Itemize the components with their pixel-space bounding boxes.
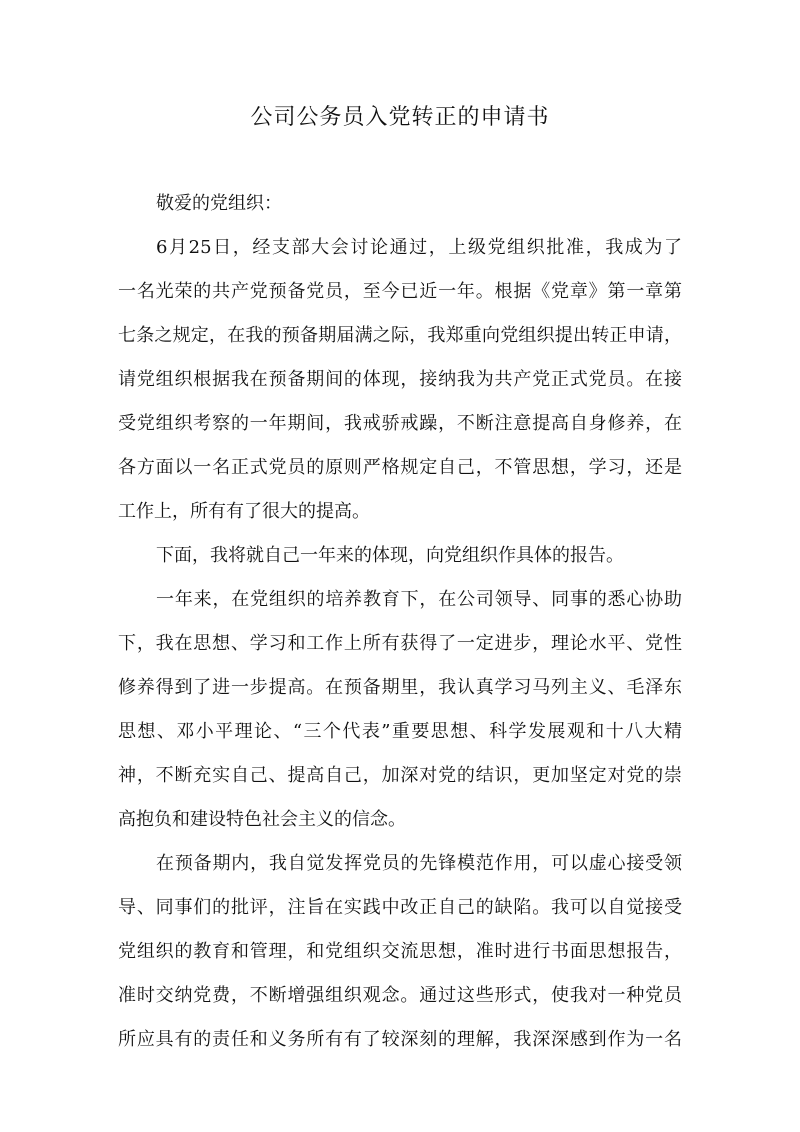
text-line: 请党组织根据我在预备期间的体现，接纳我为共产党正式党员。在接 bbox=[118, 369, 682, 390]
text-line: 导、同事们的批评，注旨在实践中改正自己的缺陷。我可以自觉接受 bbox=[118, 897, 682, 918]
text-line: 修养得到了进一步提高。在预备期里，我认真学习马列主义、毛泽东 bbox=[118, 677, 682, 698]
page-title: 公司公务员入党转正的申请书 bbox=[250, 105, 550, 130]
text-line: 神，不断充实自己、提高自己，加深对党的结识，更加坚定对党的崇 bbox=[118, 765, 682, 786]
text-line: 下，我在思想、学习和工作上所有获得了一定进步，理论水平、党性 bbox=[118, 633, 682, 654]
salutation: 敬爱的党组织： bbox=[156, 193, 282, 214]
text-line: 一年来，在党组织的培养教育下，在公司领导、同事的悉心协助 bbox=[156, 589, 682, 610]
text-line: 6月25日，经支部大会讨论通过，上级党组织批准，我成为了 bbox=[156, 237, 682, 258]
text-line: 下面，我将就自己一年来的体现，向党组织作具体的报告。 bbox=[156, 545, 624, 566]
letter-body bbox=[118, 182, 682, 1062]
text-line: 准时交纳党费，不断增强组织观念。通过这些形式，使我对一种党员 bbox=[118, 985, 682, 1006]
text-line: 所应具有的责任和义务所有有了较深刻的理解，我深深感到作为一名 bbox=[118, 1029, 682, 1050]
text-line: 受党组织考察的一年期间，我戒骄戒躁，不断注意提高自身修养，在 bbox=[118, 413, 682, 434]
text-line: 高抱负和建设特色社会主义的信念。 bbox=[118, 809, 406, 830]
text-line: 七条之规定，在我的预备期届满之际，我郑重向党组织提出转正申请， bbox=[118, 325, 682, 346]
text-line: 在预备期内，我自觉发挥党员的先锋模范作用，可以虚心接受领 bbox=[156, 853, 682, 874]
text-line: 思想、邓小平理论、“三个代表”重要思想、科学发展观和十八大精 bbox=[118, 721, 682, 742]
text-line: 工作上，所有有了很大的提高。 bbox=[118, 501, 370, 522]
text-line: 各方面以一名正式党员的原则严格规定自己，不管思想，学习，还是 bbox=[118, 457, 682, 478]
text-line: 党组织的教育和管理，和党组织交流思想，准时进行书面思想报告， bbox=[118, 941, 682, 962]
text-line: 一名光荣的共产党预备党员，至今已近一年。根据《党章》第一章第 bbox=[118, 281, 682, 302]
